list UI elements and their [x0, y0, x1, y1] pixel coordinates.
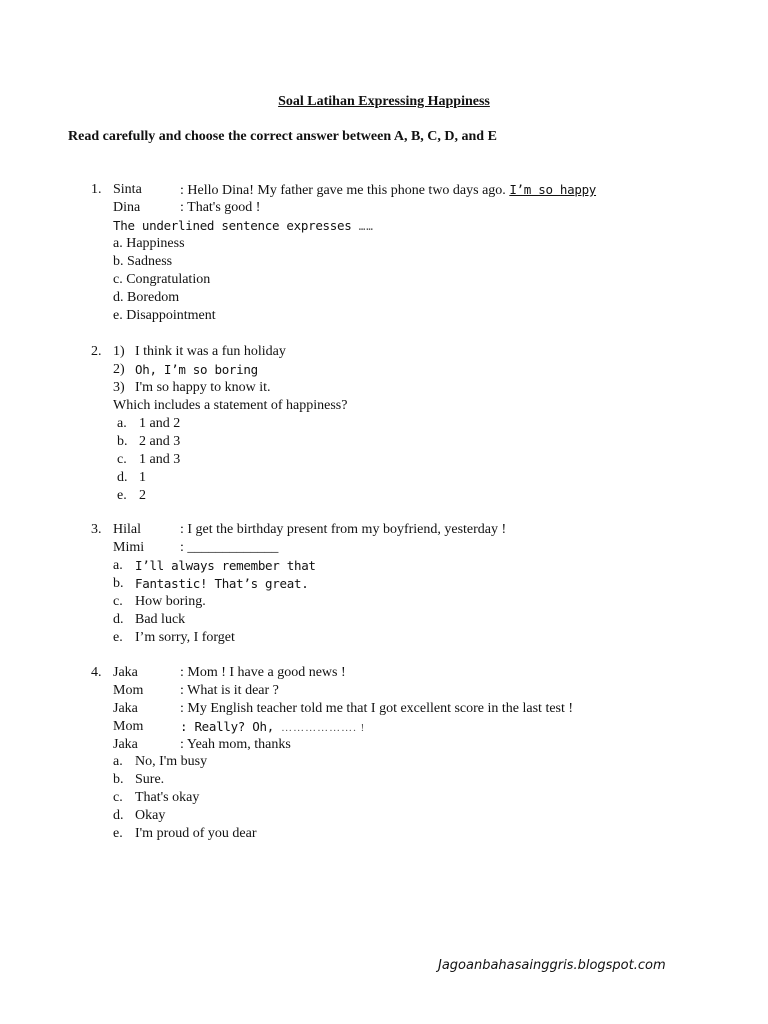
option-text: 1 and 2 [139, 416, 181, 431]
option-text: Congratulation [126, 272, 211, 287]
option-text: 1 and 3 [139, 452, 181, 467]
option-text: Fantastic! That’s great. [135, 576, 309, 591]
utterance [180, 718, 365, 737]
option-letter: e. [117, 488, 127, 503]
option-text: I’m sorry, I forget [135, 630, 235, 645]
utterance [180, 181, 596, 200]
option-text: That's okay [135, 790, 200, 805]
utterance-text: : Really? Oh, [180, 719, 282, 734]
speaker: Mom [113, 683, 144, 698]
statement-number: 1) [113, 344, 125, 359]
option-e [113, 307, 216, 325]
option-letter: b. [113, 772, 124, 787]
option-text: How boring. [135, 594, 206, 609]
prompt-text: The underlined sentence expresses [113, 218, 359, 233]
option-letter: c. [113, 272, 123, 287]
option-letter: d. [113, 612, 124, 627]
option-text: I'm proud of you dear [135, 826, 257, 841]
option-letter: b. [117, 434, 128, 449]
option-text: 2 [139, 488, 146, 503]
option-letter: e. [113, 308, 123, 323]
statement-text: I think it was a fun holiday [135, 344, 286, 359]
utterance: : That's good ! [180, 200, 261, 215]
statement-text: Oh, I’m so boring [135, 362, 258, 377]
speaker: Jaka [113, 737, 138, 752]
option-c [113, 271, 210, 289]
prompt-dots: …… [358, 220, 374, 233]
option-text: Boredom [127, 290, 180, 305]
question-number: 2. [91, 344, 102, 359]
option-letter: e. [113, 630, 123, 645]
option-text: Disappointment [126, 308, 216, 323]
option-text: 2 and 3 [139, 434, 181, 449]
statement-number: 2) [113, 362, 125, 377]
option-letter: a. [113, 558, 123, 573]
utterance: : Yeah mom, thanks [180, 737, 291, 752]
utterance: : What is it dear ? [180, 683, 279, 698]
option-text: Sure. [135, 772, 165, 787]
option-d [113, 289, 179, 307]
speaker: Jaka [113, 665, 138, 680]
option-text: Okay [135, 808, 166, 823]
option-b [113, 253, 172, 271]
option-text: I’ll always remember that [135, 558, 316, 573]
question-prompt [113, 217, 374, 236]
option-text: No, I'm busy [135, 754, 208, 769]
utterance: : My English teacher told me that I got excellent score in the last test ! [180, 701, 574, 716]
footer-watermark: Jagoanbahasainggris.blogspot.com [438, 958, 666, 973]
option-letter: d. [117, 470, 128, 485]
instruction-text: Read carefully and choose the correct answer between A, B, C, D, and E [68, 129, 497, 144]
option-a [113, 235, 185, 253]
utterance-text: : Hello Dina! My father gave me this phone two days ago. [180, 183, 510, 198]
utterance: : I get the birthday present from my boyfriend, yesterday ! [180, 522, 507, 537]
speaker: Sinta [113, 182, 142, 197]
speaker: Hilal [113, 522, 141, 537]
option-letter: c. [113, 594, 123, 609]
question-prompt: Which includes a statement of happiness? [113, 398, 348, 413]
option-text: 1 [139, 470, 146, 485]
option-letter: d. [113, 808, 124, 823]
option-letter: a. [113, 236, 123, 251]
utterance: : Mom ! I have a good news ! [180, 665, 346, 680]
option-letter: b. [113, 576, 124, 591]
underlined-sentence: I’m so happy [509, 182, 597, 197]
page-title: Soal Latihan Expressing Happiness [278, 94, 490, 109]
answer-blank: : _____________ [180, 540, 279, 555]
speaker: Mom [113, 719, 144, 734]
option-letter: a. [113, 754, 123, 769]
question-number: 4. [91, 665, 102, 680]
statement-number: 3) [113, 380, 125, 395]
speaker: Dina [113, 200, 141, 215]
option-letter: e. [113, 826, 123, 841]
option-text: Sadness [127, 254, 173, 269]
statement-text: I'm so happy to know it. [135, 380, 271, 395]
option-letter: a. [117, 416, 127, 431]
option-letter: b. [113, 254, 124, 269]
option-text: Happiness [126, 236, 185, 251]
question-number: 1. [91, 182, 102, 197]
option-letter: d. [113, 290, 124, 305]
speaker: Mimi [113, 540, 145, 555]
option-text: Bad luck [135, 612, 186, 627]
speaker: Jaka [113, 701, 138, 716]
answer-dots: ………………. ! [281, 722, 366, 734]
option-letter: c. [113, 790, 123, 805]
option-letter: c. [117, 452, 127, 467]
question-number: 3. [91, 522, 102, 537]
